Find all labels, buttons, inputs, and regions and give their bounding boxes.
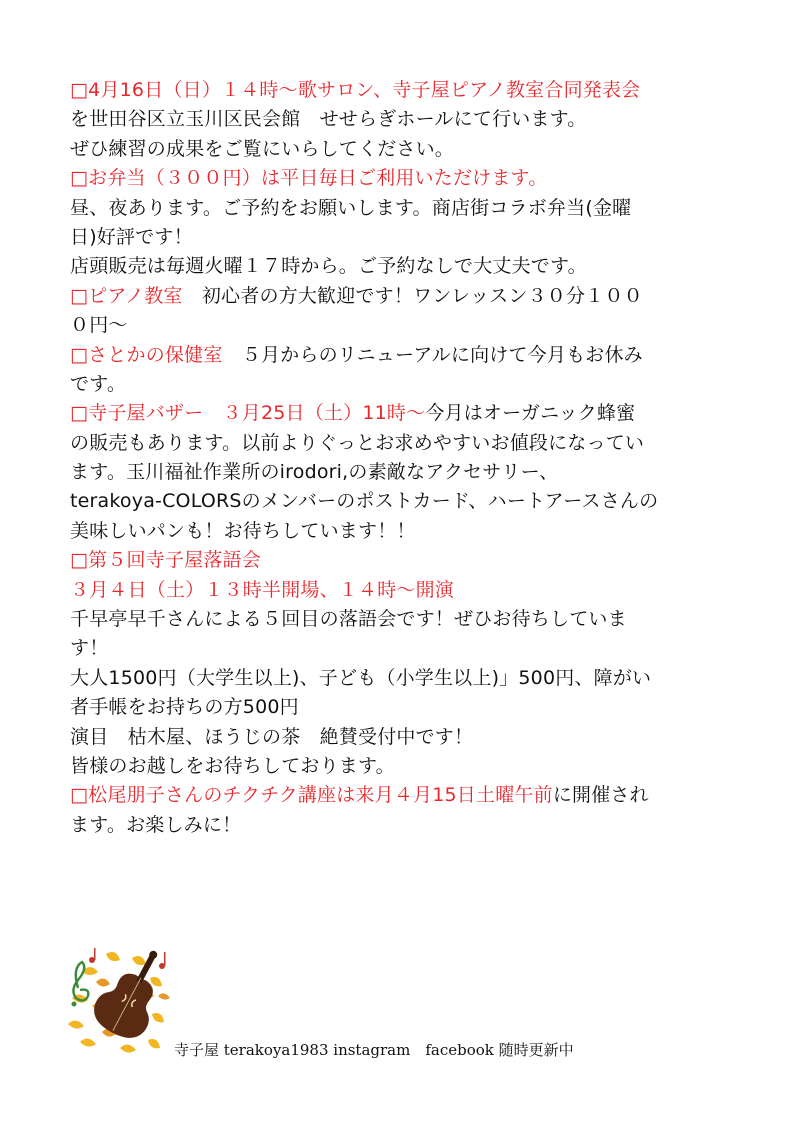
body-text: terakoya-COLORSのメンバーのポストカード、ハートアースさんの: [70, 490, 659, 513]
highlight-text: □ピアノ教室: [70, 284, 183, 307]
body-text: の販売もあります。以前よりぐっとお求めやすいお値段になってい: [70, 431, 645, 454]
body-text: 千早亭早千さんによる５回目の落語会です！ぜひお待ちしていま: [70, 608, 627, 631]
text-line: [70, 135, 735, 164]
highlight-text: □お弁当（３００円）は平日毎日ご利用いただけます。: [70, 167, 548, 190]
text-line: [70, 752, 735, 781]
text-line: [70, 105, 735, 134]
text-line: [70, 399, 735, 428]
text-line: [70, 605, 735, 634]
highlight-text: □松尾朋子さんのチクチク講座は来月４月15日土曜午前: [70, 784, 553, 807]
body-text: ０円～: [70, 314, 128, 337]
text-line: [70, 223, 735, 252]
body-text: 日)好評です！: [70, 225, 193, 248]
body-text: 今月はオーガニック蜂蜜: [425, 402, 636, 425]
body-text: 演目 枯木屋、ほうじの茶 絶賛受付中です！: [70, 725, 474, 748]
body-text: に開催され: [552, 784, 649, 807]
text-line: [70, 781, 735, 810]
text-line: [70, 693, 735, 722]
text-line: [70, 282, 735, 311]
body-text: 店頭販売は毎週火曜１７時から。ご予約なしで大丈夫です。: [70, 255, 587, 278]
body-text: 大人1500円（大学生以上)、子ども（小学生以上)」500円、障がい: [70, 666, 652, 689]
text-line: [70, 194, 735, 223]
text-line: [70, 664, 735, 693]
text-line: [70, 164, 735, 193]
body-text: です。: [70, 372, 127, 395]
violin-logo-icon: [62, 944, 174, 1060]
body-text: 美味しいパンも！お待ちしています！！: [70, 519, 416, 542]
text-line: [70, 517, 735, 546]
body-text: 者手帳をお持ちの方500円: [70, 696, 299, 719]
highlight-text: □4月16日（日）１４時～歌サロン、寺子屋ピアノ教室合同発表会: [70, 79, 641, 101]
body-text: を世田谷区立玉川区民会館 せせらぎホールにて行います。: [70, 108, 587, 131]
text-line: [70, 546, 735, 575]
body-text: す！: [70, 637, 109, 660]
text-line: [70, 370, 735, 399]
text-line: [70, 723, 735, 752]
footer-sns-note: 寺子屋 terakoya1983 instagram facebook 随時更新中: [174, 1041, 574, 1059]
highlight-text: □さとかの保健室: [70, 343, 223, 366]
text-line: [70, 458, 735, 487]
highlight-text: □寺子屋バザー ３月25日（土）11時～: [70, 402, 426, 425]
text-line: [70, 341, 735, 370]
text-line: [70, 311, 735, 340]
body-text: ます。玉川福祉作業所のirodori,の素敵なアクセサリー、: [70, 461, 559, 484]
text-line: [70, 811, 735, 840]
body-text: ５月からのリニューアルに向けて今月もお休み: [222, 343, 643, 366]
text-line: [70, 252, 735, 281]
highlight-text: ３月４日（土）１３時半開場、１４時～開演: [70, 578, 455, 601]
text-line: [70, 634, 735, 663]
flyer-text-body: [70, 76, 735, 840]
body-text: 昼、夜あります。ご予約をお願いします。商店街コラボ弁当(金曜: [70, 196, 632, 219]
body-text: ぜひ練習の成果をご覧にいらしてください。: [70, 137, 455, 160]
text-line: [70, 76, 735, 105]
highlight-text: □第５回寺子屋落語会: [70, 549, 261, 572]
body-text: 初心者の方大歓迎です！ワンレッスン３０分１００: [182, 284, 643, 307]
text-line: [70, 429, 735, 458]
body-text: ます。お楽しみに！: [70, 813, 242, 836]
text-line: [70, 576, 735, 605]
text-line: [70, 487, 735, 516]
body-text: 皆様のお越しをお待ちしております。: [70, 754, 395, 777]
